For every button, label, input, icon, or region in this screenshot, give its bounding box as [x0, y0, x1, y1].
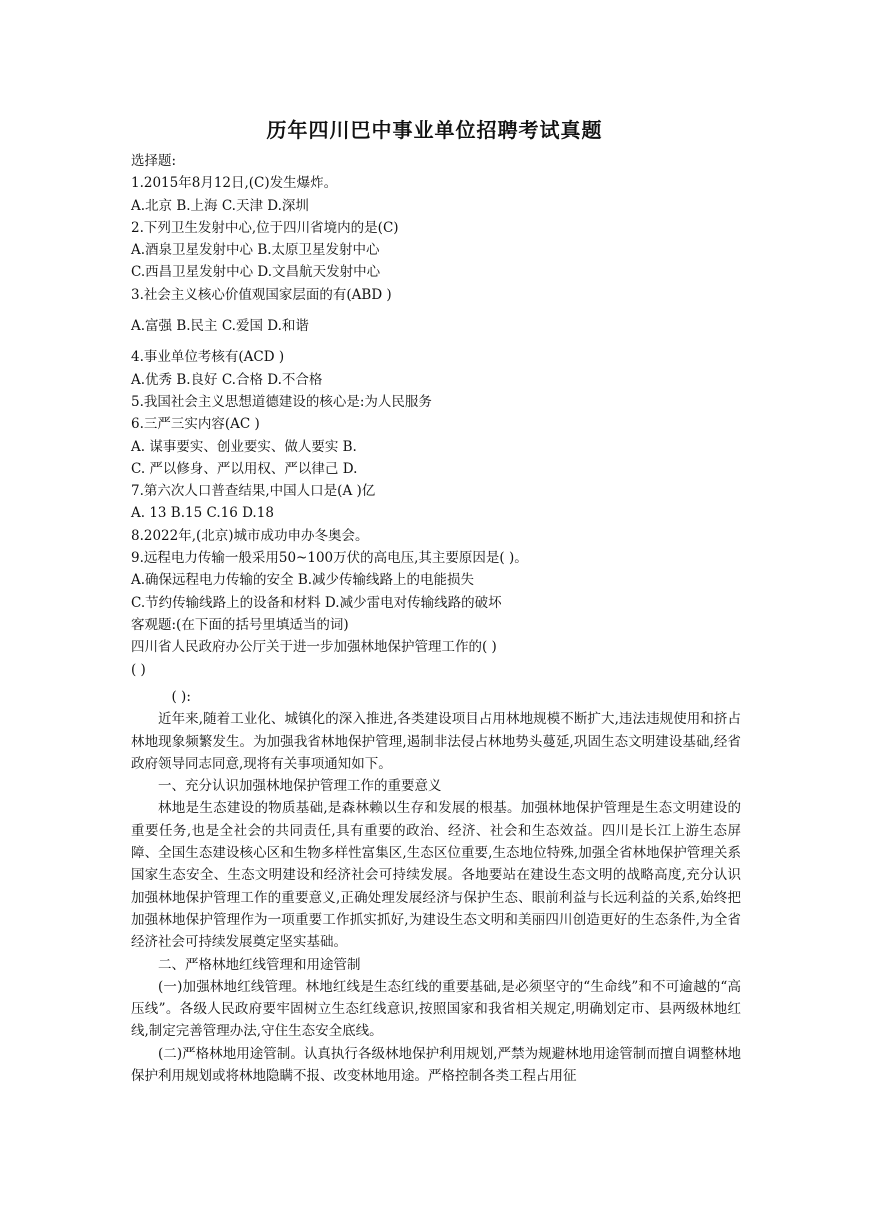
- paragraph: 近年来,随着工业化、城镇化的深入推进,各类建设项目占用林地规模不断扩大,违法违规使用和挤占林地现象频繁发生。为加强我省林地保护管理,遏制非法侵占林地势头蔓延,巩固生态文明建设基础,经省政府领导同志同意,现将有关事项通知如下。: [131, 711, 741, 772]
- text-line: ( ): [131, 661, 146, 678]
- paragraph: (一)加强林地红线管理。林地红线是生态红线的重要基础,是必须坚守的“生命线”和不可逾越的“高压线”。各级人民政府要牢固树立生态红线意识,按照国家和我省相关规定,明确划定市、县两级林地红线,制定完善管理办法,守住生态安全底线。: [131, 978, 741, 1040]
- document-title: 历年四川巴中事业单位招聘考试真题: [266, 118, 603, 142]
- section-heading: 一、充分认识加强林地保护管理工作的重要意义: [158, 778, 442, 795]
- text-line: 四川省人民政府办公厅关于进一步加强林地保护管理工作的( ): [131, 639, 497, 656]
- text-line: A.酒泉卫星发射中心 B.太原卫星发射中心: [131, 242, 380, 259]
- text-line: 3.社会主义核心价值观国家层面的有(ABD ): [131, 286, 392, 303]
- salutation: ( ):: [171, 689, 191, 705]
- text-line: 9.远程电力传输一般采用50~100万伏的高电压,其主要原因是( )。: [131, 550, 528, 567]
- text-line: C.节约传输线路上的设备和材料 D.减少雷电对传输线路的破坏: [131, 594, 502, 611]
- question-section: [131, 150, 741, 681]
- text-line: C. 严以修身、严以用权、严以律己 D.: [131, 460, 358, 477]
- text-line: A. 13 B.15 C.16 D.18: [131, 505, 274, 522]
- text-line: 5.我国社会主义思想道德建设的核心是:为人民服务: [131, 393, 432, 410]
- notice-body: [131, 686, 741, 1087]
- text-line: 4.事业单位考核有(ACD ): [131, 349, 285, 366]
- text-line: 6.三严三实内容(AC ): [131, 416, 260, 433]
- text-line: 7.第六次人口普查结果,中国人口是(A )亿: [131, 483, 376, 500]
- text-line: A.北京 B.上海 C.天津 D.深圳: [131, 197, 309, 214]
- section-heading: 二、严格林地红线管理和用途管制: [158, 956, 361, 973]
- text-line: 2.下列卫生发射中心,位于四川省境内的是(C): [131, 219, 399, 236]
- text-line: C.西昌卫星发射中心 D.文昌航天发射中心: [131, 264, 381, 281]
- text-line: A.确保远程电力传输的安全 B.减少传输线路上的电能损失: [131, 572, 475, 589]
- text-line: 选择题:: [131, 153, 177, 169]
- text-line: A.优秀 B.良好 C.合格 D.不合格: [131, 371, 323, 388]
- text-line: 8.2022年,(北京)城市成功申办冬奥会。: [131, 527, 369, 544]
- paragraph: 林地是生态建设的物质基础,是森林赖以生存和发展的根基。加强林地保护管理是生态文明建设的重要任务,也是全社会的共同责任,具有重要的政治、经济、社会和生态效益。四川是长江上游生态屏障、全国生态建设核心区和生物多样性富集区,生态区位重要,生态地位特殊,加强全省林地保护管理关系国家生态安全、生态文明建设和经济社会可持续发展。各地要站在建设生态文明的战略高度,充分认识加强林地保护管理工作的重要意义,正确处理发展经济与保护生态、眼前利益与长远利益的关系,始终把加强林地保护管理作为一项重要工作抓实抓好,为建设生态文明和美丽四川创造更好的生态条件,为全省经济社会可持续发展奠定坚实基础。: [131, 800, 741, 951]
- text-line: A. 谋事要实、创业要实、做人要实 B.: [131, 438, 357, 455]
- paragraph: (二)严格林地用途管制。认真执行各级林地保护利用规划,严禁为规避林地用途管制而擅自调整林地保护利用规划或将林地隐瞒不报、改变林地用途。严格控制各类工程占用征: [131, 1045, 741, 1085]
- text-line: A.富强 B.民主 C.爱国 D.和谐: [131, 318, 309, 335]
- text-line: 1.2015年8月12日,(C)发生爆炸。: [131, 175, 338, 192]
- text-line: 客观题:(在下面的括号里填适当的词): [131, 616, 349, 633]
